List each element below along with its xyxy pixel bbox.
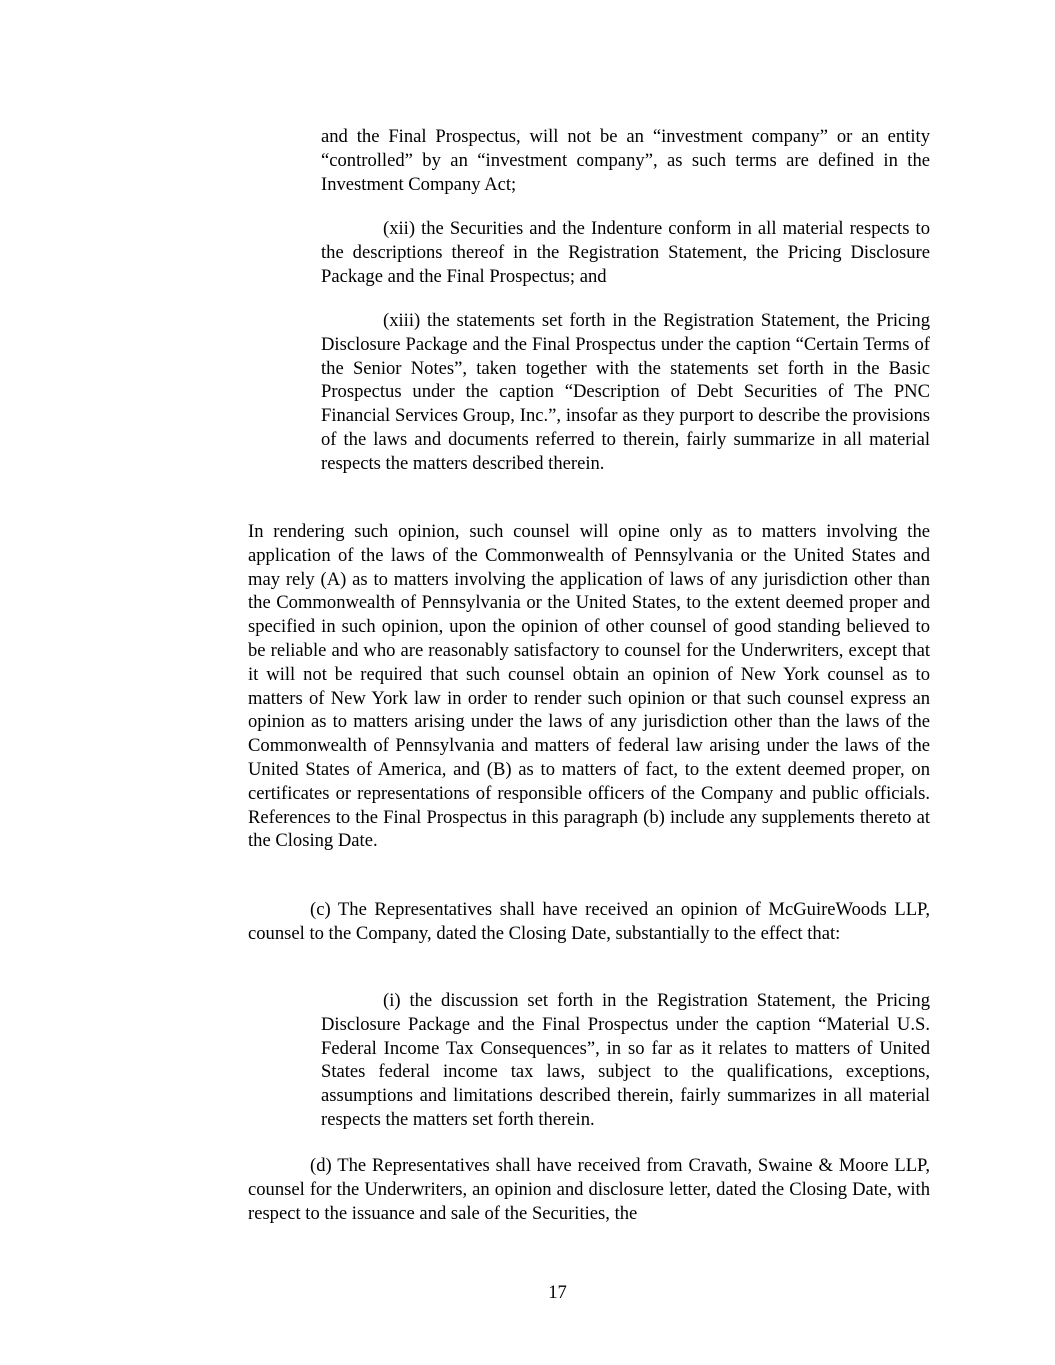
- paragraph-clause-d: (d) The Representatives shall have received from Cravath, Swaine & Moore LLP, counsel for the Underwriters, an opinion and disclosure letter, dated the Closing Date, with respect to the issuance and sale of the Securities, the: [248, 1155, 930, 1224]
- paragraph-clause-i: (i) the discussion set forth in the Registration Statement, the Pricing Disclosure Package and the Final Prospectus under the caption “Material U.S. Federal Income Tax Consequences”, in so far as it relates to matters of United States federal income tax laws, subject to the qualifications, exceptions, assumptions and limitations described therein, fairly summarizes in all material respects the matters set forth therein.: [321, 990, 930, 1130]
- paragraph-clause-xii: (xii) the Securities and the Indenture conform in all material respects to the descriptions thereof in the Registration Statement, the Pricing Disclosure Package and the Final Prospectus; and: [321, 218, 930, 287]
- paragraph-clause-xiii: (xiii) the statements set forth in the Registration Statement, the Pricing Disclosure Package and the Final Prospectus under the caption “Certain Terms of the Senior Notes”, taken together with the statements set forth in the Basic Prospectus under the caption “Description of Debt Securities of The PNC Financial Services Group, Inc.”, insofar as they purport to describe the provisions of the laws and documents referred to therein, fairly summarize in all material respects the matters described therein.: [321, 310, 930, 474]
- paragraph-investment-company: and the Final Prospectus, will not be an “investment company” or an entity “controlled” by an “investment company”, as such terms are defined in the Investment Company Act;: [321, 126, 930, 195]
- page-number: 17: [548, 1282, 567, 1303]
- paragraph-clause-c: (c) The Representatives shall have received an opinion of McGuireWoods LLP, counsel to the Company, dated the Closing Date, substantially to the effect that:: [248, 899, 930, 944]
- paragraph-rendering-opinion: In rendering such opinion, such counsel will opine only as to matters involving the application of the laws of the Commonwealth of Pennsylvania or the United States and may rely (A) as to matters involving the application of laws of any jurisdiction other than the Commonwealth of Pennsylvania or the United States, to the extent deemed proper and specified in such opinion, upon the opinion of other counsel of good standing believed to be reliable and who are reasonably satisfactory to counsel for the Underwriters, except that it will not be required that such counsel obtain an opinion of New York counsel as to matters of New York law in order to render such opinion or that such counsel express an opinion as to matters arising under the laws of any jurisdiction other than the laws of the Commonwealth of Pennsylvania and matters of federal law arising under the laws of the United States of America, and (B) as to matters of fact, to the extent deemed proper, on certificates or representations of responsible officers of the Company and public officials. References to the Final Prospectus in this paragraph (b) include any supplements thereto at the Closing Date.: [248, 521, 930, 852]
